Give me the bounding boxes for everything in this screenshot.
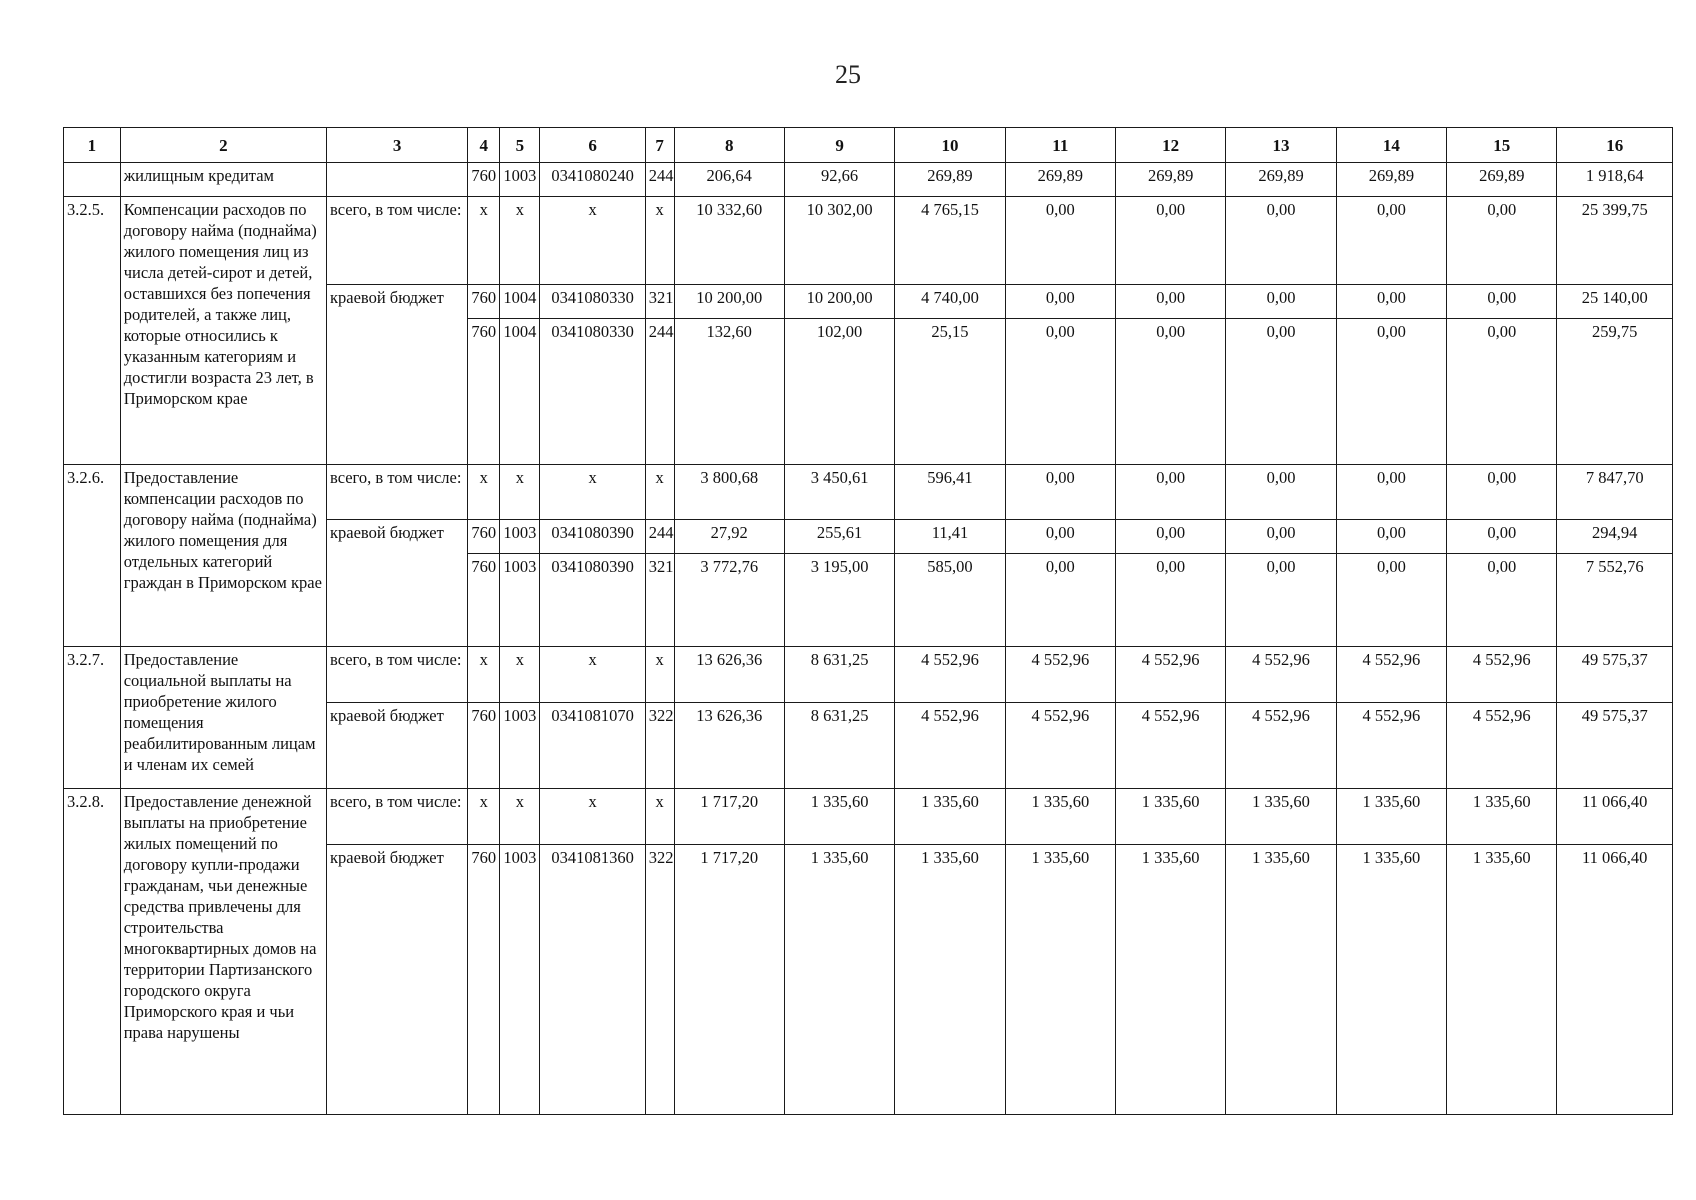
section-number: 3.2.8. [64, 789, 121, 1115]
value-cell: 1 918,64 [1557, 163, 1673, 197]
total-label: всего, в том числе: [327, 789, 468, 845]
budget-source: краевой бюджет [327, 285, 468, 465]
table-row [64, 163, 1673, 197]
value-cell: 269,89 [1226, 163, 1336, 197]
value-cell: 0,00 [1005, 285, 1115, 319]
value-cell: 0,00 [1226, 554, 1336, 647]
value-cell: 0,00 [1116, 197, 1226, 285]
code-cell: х [500, 197, 540, 285]
value-cell: 1 335,60 [784, 845, 894, 1115]
code-cell: 760 [468, 554, 500, 647]
value-cell: 132,60 [674, 319, 784, 465]
code-cell: 760 [468, 703, 500, 789]
value-cell: 259,75 [1557, 319, 1673, 465]
column-header: 6 [540, 128, 645, 163]
value-cell: 3 195,00 [784, 554, 894, 647]
value-cell: 1 335,60 [1447, 845, 1557, 1115]
code-cell: х [540, 647, 645, 703]
code-cell: 0341080330 [540, 285, 645, 319]
code-cell: 321 [645, 285, 674, 319]
value-cell: 1 335,60 [1336, 845, 1446, 1115]
value-cell: 0,00 [1447, 319, 1557, 465]
code-cell: х [468, 465, 500, 520]
value-cell: 0,00 [1116, 285, 1226, 319]
value-cell: 294,94 [1557, 520, 1673, 554]
value-cell: 27,92 [674, 520, 784, 554]
code-cell: х [645, 465, 674, 520]
value-cell: 4 552,96 [895, 647, 1005, 703]
code-cell: 760 [468, 163, 500, 197]
value-cell: 596,41 [895, 465, 1005, 520]
value-cell: 0,00 [1336, 319, 1446, 465]
value-cell: 3 450,61 [784, 465, 894, 520]
value-cell: 102,00 [784, 319, 894, 465]
value-cell: 7 552,76 [1557, 554, 1673, 647]
column-header: 10 [895, 128, 1005, 163]
value-cell: 0,00 [1336, 197, 1446, 285]
page-number: 25 [835, 60, 861, 89]
budget-source: краевой бюджет [327, 845, 468, 1115]
value-cell: 92,66 [784, 163, 894, 197]
code-cell: х [468, 789, 500, 845]
value-cell: 10 200,00 [784, 285, 894, 319]
value-cell: 0,00 [1447, 285, 1557, 319]
code-cell: 1003 [500, 845, 540, 1115]
value-cell: 0,00 [1226, 197, 1336, 285]
column-header: 8 [674, 128, 784, 163]
column-header: 3 [327, 128, 468, 163]
value-cell: 3 772,76 [674, 554, 784, 647]
value-cell: 4 552,96 [1005, 647, 1115, 703]
value-cell: 1 335,60 [1116, 845, 1226, 1115]
value-cell: 7 847,70 [1557, 465, 1673, 520]
total-label: всего, в том числе: [327, 197, 468, 285]
value-cell: 0,00 [1116, 319, 1226, 465]
value-cell: 13 626,36 [674, 647, 784, 703]
value-cell: 0,00 [1447, 554, 1557, 647]
column-header: 1 [64, 128, 121, 163]
code-cell: 1003 [500, 554, 540, 647]
value-cell: 0,00 [1447, 520, 1557, 554]
code-cell: х [500, 789, 540, 845]
value-cell: 0,00 [1005, 197, 1115, 285]
section-number: 3.2.5. [64, 197, 121, 465]
value-cell: 10 200,00 [674, 285, 784, 319]
code-cell: х [645, 647, 674, 703]
value-cell: 3 800,68 [674, 465, 784, 520]
value-cell: 1 335,60 [784, 789, 894, 845]
value-cell: 269,89 [1005, 163, 1115, 197]
value-cell: 0,00 [1336, 554, 1446, 647]
value-cell: 1 335,60 [1116, 789, 1226, 845]
code-cell: 1003 [500, 163, 540, 197]
code-cell: 1003 [500, 703, 540, 789]
item-name: Предоставление компенсации расходов по договору найма (поднайма) жилого помещения для отдельных категорий граждан в Приморском крае [120, 465, 326, 647]
code-cell: 0341081070 [540, 703, 645, 789]
code-cell: 0341080390 [540, 520, 645, 554]
header-row [64, 128, 1673, 163]
value-cell: 4 552,96 [1116, 647, 1226, 703]
code-cell: х [500, 465, 540, 520]
value-cell: 269,89 [895, 163, 1005, 197]
value-cell: 0,00 [1005, 554, 1115, 647]
value-cell: 1 335,60 [1005, 845, 1115, 1115]
value-cell: 10 332,60 [674, 197, 784, 285]
code-cell: 0341080390 [540, 554, 645, 647]
value-cell: 49 575,37 [1557, 647, 1673, 703]
value-cell: 4 552,96 [1226, 703, 1336, 789]
code-cell: 760 [468, 319, 500, 465]
value-cell: 0,00 [1005, 465, 1115, 520]
value-cell: 1 335,60 [1447, 789, 1557, 845]
code-cell: х [540, 197, 645, 285]
column-header: 9 [784, 128, 894, 163]
value-cell: 4 552,96 [1005, 703, 1115, 789]
code-cell: 0341081360 [540, 845, 645, 1115]
value-cell: 269,89 [1447, 163, 1557, 197]
code-cell: 0341080330 [540, 319, 645, 465]
value-cell: 206,64 [674, 163, 784, 197]
value-cell: 1 335,60 [895, 845, 1005, 1115]
value-cell: 25,15 [895, 319, 1005, 465]
value-cell: 11 066,40 [1557, 845, 1673, 1115]
code-cell: 244 [645, 163, 674, 197]
code-cell: 244 [645, 319, 674, 465]
code-cell: х [500, 647, 540, 703]
value-cell: 13 626,36 [674, 703, 784, 789]
value-cell: 585,00 [895, 554, 1005, 647]
value-cell: 0,00 [1226, 319, 1336, 465]
value-cell: 0,00 [1336, 285, 1446, 319]
value-cell: 1 335,60 [1226, 845, 1336, 1115]
item-name: Предоставление социальной выплаты на приобретение жилого помещения реабилитированным лицам и членам их семей [120, 647, 326, 789]
section-number: 3.2.7. [64, 647, 121, 789]
value-cell: 0,00 [1116, 465, 1226, 520]
value-cell: 0,00 [1226, 285, 1336, 319]
table-row [64, 465, 1673, 520]
value-cell: 4 740,00 [895, 285, 1005, 319]
value-cell: 4 552,96 [1336, 647, 1446, 703]
code-cell: 0341080240 [540, 163, 645, 197]
total-label: всего, в том числе: [327, 647, 468, 703]
column-header: 4 [468, 128, 500, 163]
value-cell: 1 335,60 [1336, 789, 1446, 845]
source-cell [327, 163, 468, 197]
value-cell: 49 575,37 [1557, 703, 1673, 789]
value-cell: 0,00 [1005, 520, 1115, 554]
column-header: 14 [1336, 128, 1446, 163]
value-cell: 4 552,96 [1336, 703, 1446, 789]
column-header: 7 [645, 128, 674, 163]
value-cell: 0,00 [1226, 465, 1336, 520]
column-header: 12 [1116, 128, 1226, 163]
column-header: 13 [1226, 128, 1336, 163]
code-cell: 244 [645, 520, 674, 554]
value-cell: 1 335,60 [1005, 789, 1115, 845]
code-cell: 1003 [500, 520, 540, 554]
value-cell: 1 335,60 [895, 789, 1005, 845]
value-cell: 11 066,40 [1557, 789, 1673, 845]
value-cell: 255,61 [784, 520, 894, 554]
code-cell: х [468, 647, 500, 703]
item-name: Предоставление денежной выплаты на приобретение жилых помещений по договору купли-продажи гражданам, чьи денежные средства привлечены для строительства многоквартирных домов на территории Партизанского городского округа Приморского края и чьи права нарушены [120, 789, 326, 1115]
code-cell: 322 [645, 703, 674, 789]
code-cell: х [540, 789, 645, 845]
code-cell: 760 [468, 520, 500, 554]
column-header: 2 [120, 128, 326, 163]
item-name: Компенсации расходов по договору найма (поднайма) жилого помещения лиц из числа детей-сирот и детей, оставшихся без попечения родителей, а также лиц, которые относились к указанным категориям и достигли возраста 23 лет, в Приморском крае [120, 197, 326, 465]
value-cell: 1 717,20 [674, 845, 784, 1115]
total-label: всего, в том числе: [327, 465, 468, 520]
section-number-cell [64, 163, 121, 197]
value-cell: 269,89 [1336, 163, 1446, 197]
value-cell: 269,89 [1116, 163, 1226, 197]
value-cell: 4 552,96 [1447, 703, 1557, 789]
table-row [64, 789, 1673, 845]
value-cell: 8 631,25 [784, 647, 894, 703]
value-cell: 25 399,75 [1557, 197, 1673, 285]
table-row [64, 647, 1673, 703]
value-cell: 0,00 [1336, 465, 1446, 520]
code-cell: х [540, 465, 645, 520]
budget-source: краевой бюджет [327, 703, 468, 789]
item-name: жилищным кредитам [120, 163, 326, 197]
code-cell: 321 [645, 554, 674, 647]
value-cell: 10 302,00 [784, 197, 894, 285]
code-cell: х [645, 789, 674, 845]
value-cell: 0,00 [1116, 520, 1226, 554]
value-cell: 1 717,20 [674, 789, 784, 845]
value-cell: 4 552,96 [1226, 647, 1336, 703]
value-cell: 0,00 [1447, 465, 1557, 520]
value-cell: 0,00 [1005, 319, 1115, 465]
value-cell: 4 552,96 [895, 703, 1005, 789]
section-number: 3.2.6. [64, 465, 121, 647]
budget-source: краевой бюджет [327, 520, 468, 647]
column-header: 15 [1447, 128, 1557, 163]
value-cell: 0,00 [1336, 520, 1446, 554]
value-cell: 25 140,00 [1557, 285, 1673, 319]
value-cell: 11,41 [895, 520, 1005, 554]
value-cell: 0,00 [1447, 197, 1557, 285]
budget-table [63, 127, 1673, 1115]
code-cell: 760 [468, 845, 500, 1115]
value-cell: 4 552,96 [1447, 647, 1557, 703]
code-cell: 760 [468, 285, 500, 319]
value-cell: 0,00 [1226, 520, 1336, 554]
column-header: 5 [500, 128, 540, 163]
value-cell: 0,00 [1116, 554, 1226, 647]
code-cell: х [645, 197, 674, 285]
value-cell: 1 335,60 [1226, 789, 1336, 845]
code-cell: 1004 [500, 319, 540, 465]
code-cell: 322 [645, 845, 674, 1115]
code-cell: 1004 [500, 285, 540, 319]
code-cell: х [468, 197, 500, 285]
table-row [64, 197, 1673, 285]
value-cell: 8 631,25 [784, 703, 894, 789]
value-cell: 4 765,15 [895, 197, 1005, 285]
column-header: 11 [1005, 128, 1115, 163]
column-header: 16 [1557, 128, 1673, 163]
value-cell: 4 552,96 [1116, 703, 1226, 789]
